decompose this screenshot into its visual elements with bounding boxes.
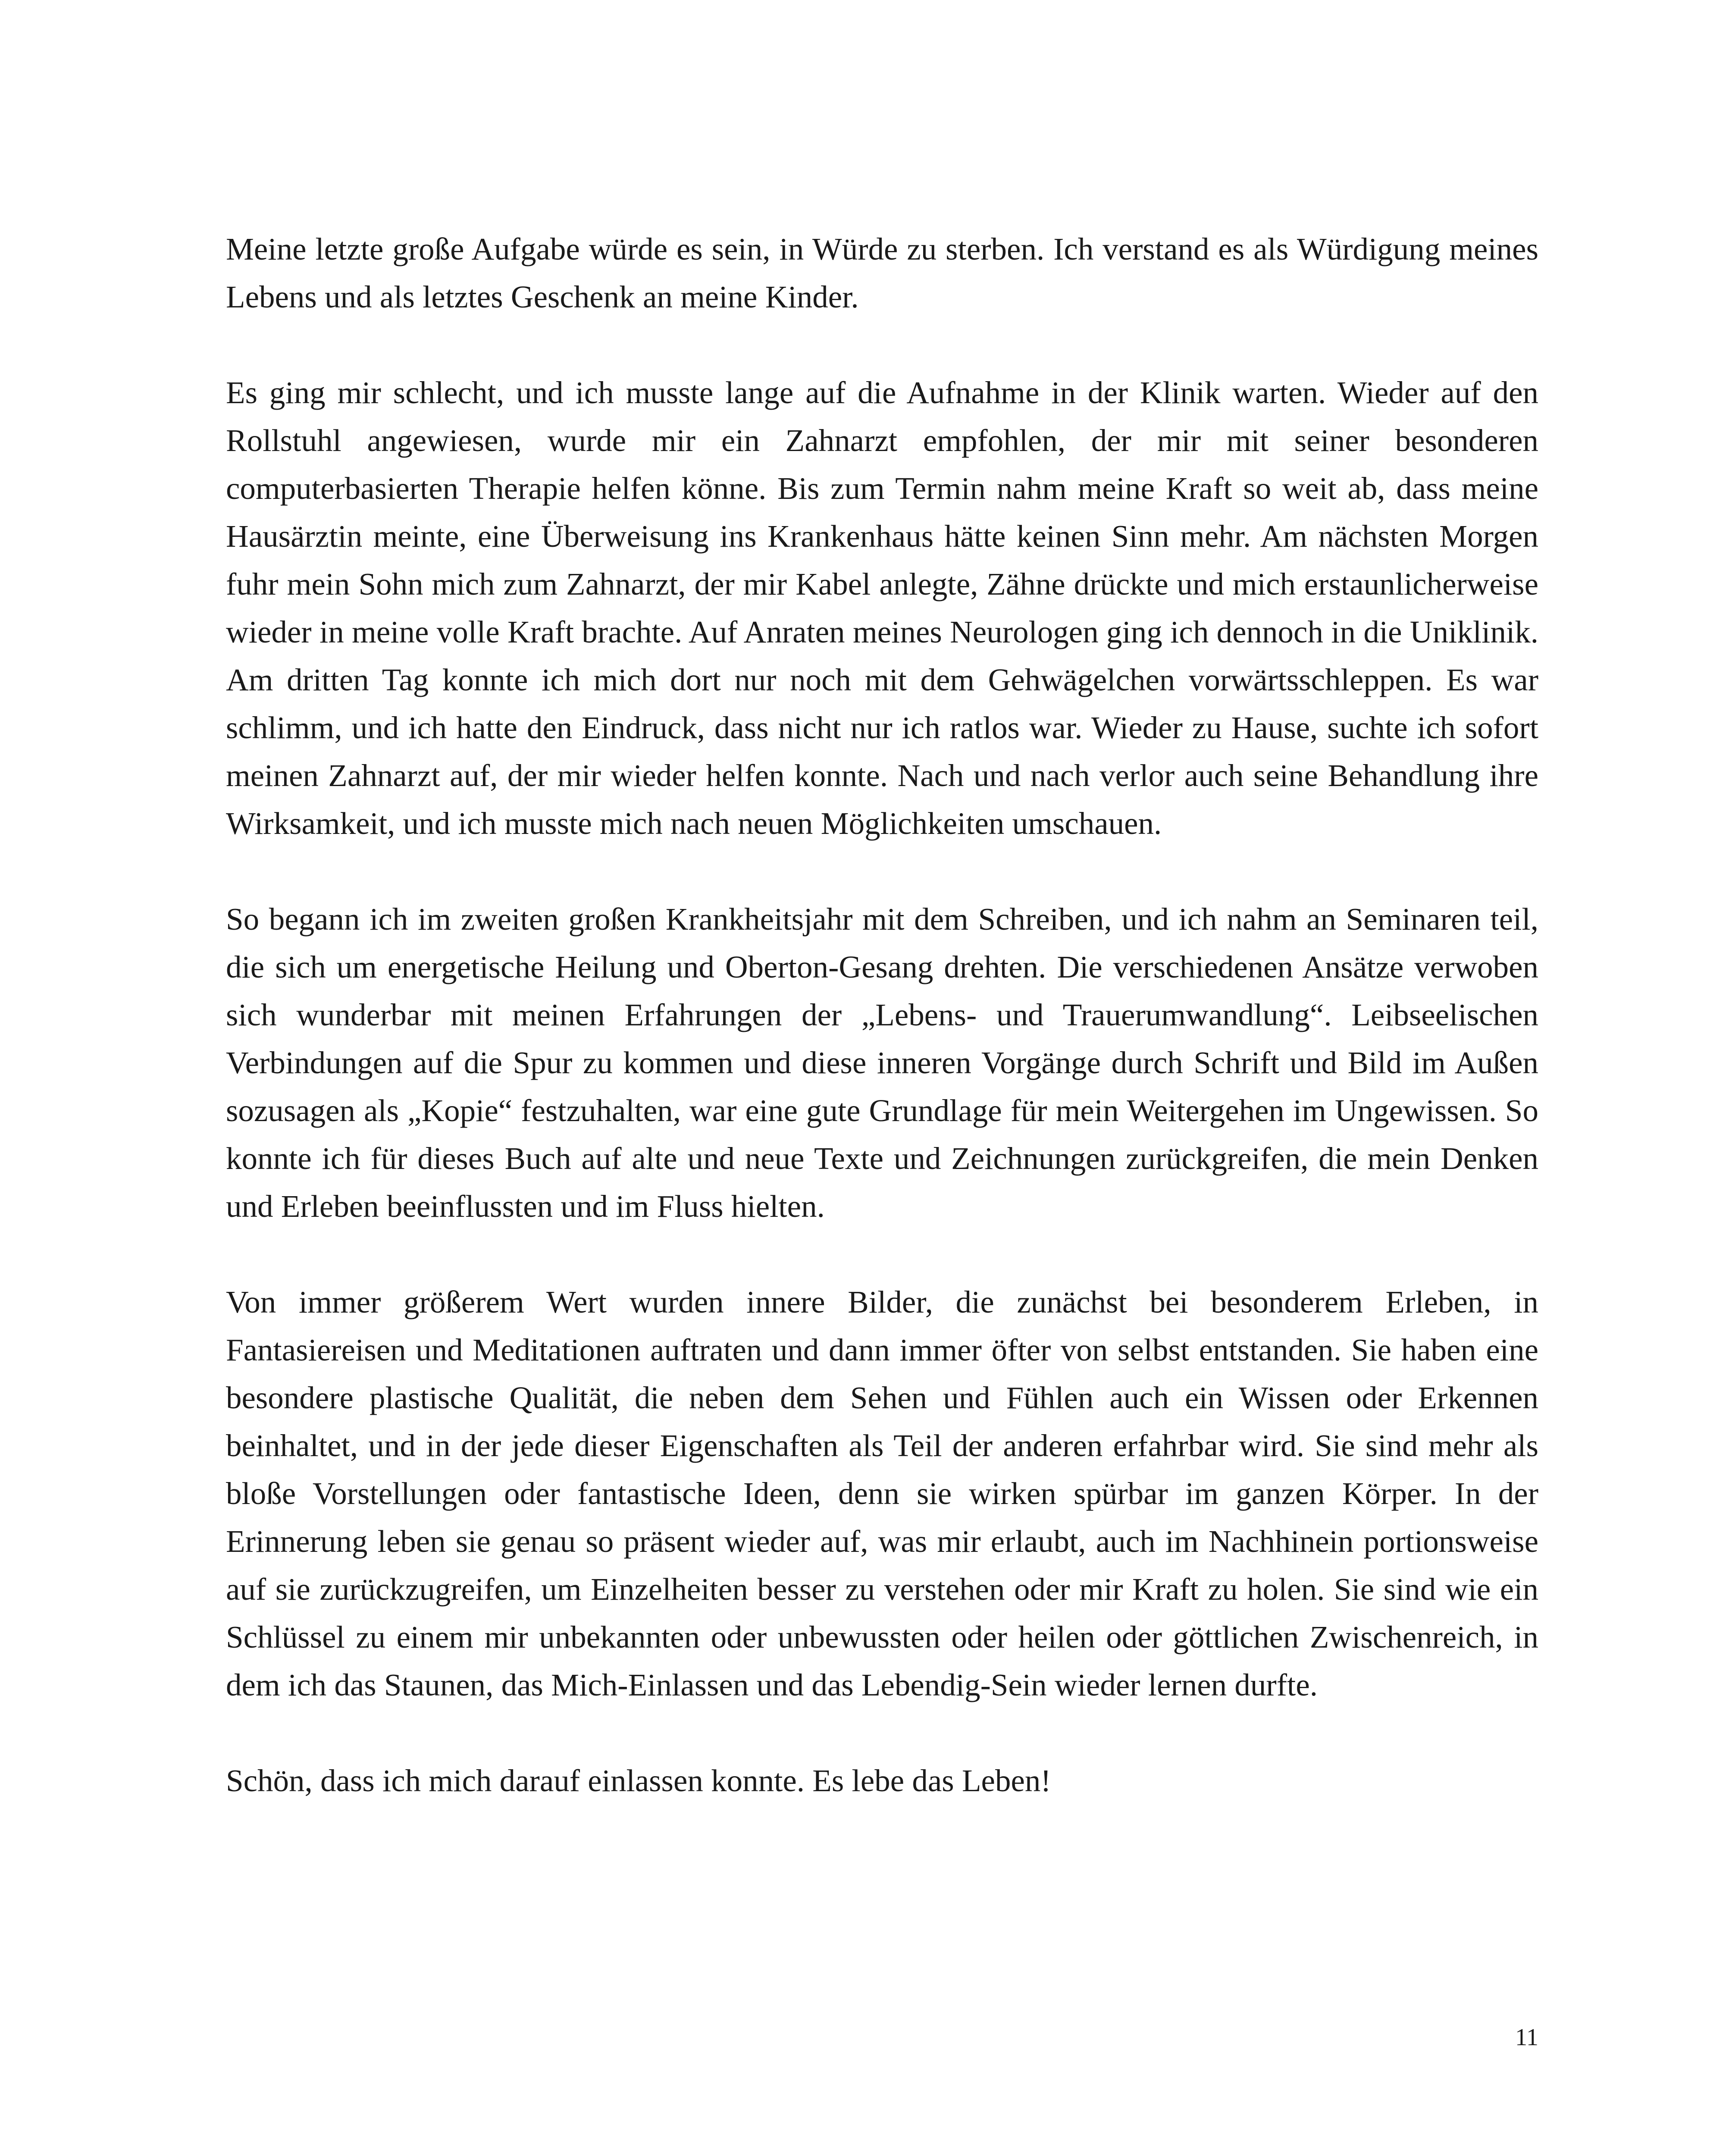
paragraph-5: Schön, dass ich mich darauf einlassen konnte. Es lebe das Leben!: [226, 1763, 1051, 1798]
page-number: 11: [1515, 2024, 1538, 2051]
paragraph-4: Von immer größerem Wert wurden innere Bilder, die zunächst bei besonderem Erleben, in Fantasiereisen und Meditationen auftraten und dann immer öfter von selbst entstanden. Sie haben eine besondere plastische Qualität, die neben dem Sehen und Fühlen auch ein Wissen oder Erkennen beinhaltet, und in der jede dieser Eigenschaften als Teil der anderen erfahrbar wird. Sie sind mehr als bloße Vorstellungen oder fantastische Ideen, denn sie wirken spürbar im ganzen Körper. In der Erinnerung leben sie genau so präsent wieder auf, was mir erlaubt, auch im Nachhinein portionsweise auf sie zurückzugreifen, um Einzelheiten besser zu verstehen oder mir Kraft zu holen. Sie sind wie ein Schlüssel zu einem mir unbekannten oder unbewussten oder heilen oder göttlichen Zwischenreich, in dem ich das Staunen, das Mich-Einlassen und das Lebendig-Sein wieder lernen durfte.: [226, 1285, 1538, 1702]
paragraph-1: Meine letzte große Aufgabe würde es sein, in Würde zu sterben. Ich verstand es als Würdigung meines Lebens und als letztes Geschenk an meine Kinder.: [226, 232, 1538, 314]
body-text: [226, 225, 1538, 1805]
paragraph-2: Es ging mir schlecht, und ich musste lange auf die Aufnahme in der Klinik warten. Wieder auf den Rollstuhl angewiesen, wurde mir ein Zahnarzt empfohlen, der mir mit seiner besonderen computerbasierten Therapie helfen könne. Bis zum Termin nahm meine Kraft so weit ab, dass meine Hausärztin meinte, eine Überweisung ins Krankenhaus hätte keinen Sinn mehr. Am nächsten Morgen fuhr mein Sohn mich zum Zahnarzt, der mir Kabel anlegte, Zähne drückte und mich erstaunlicherweise wieder in meine volle Kraft brachte. Auf Anraten meines Neurologen ging ich dennoch in die Uniklinik. Am dritten Tag konnte ich mich dort nur noch mit dem Gehwägelchen vorwärtsschleppen. Es war schlimm, und ich hatte den Eindruck, dass nicht nur ich ratlos war. Wieder zu Hause, suchte ich sofort meinen Zahnarzt auf, der mir wieder helfen konnte. Nach und nach verlor auch seine Behandlung ihre Wirksamkeit, und ich musste mich nach neuen Möglichkeiten umschauen.: [226, 375, 1538, 841]
paragraph-3: So begann ich im zweiten großen Krankheitsjahr mit dem Schreiben, und ich nahm an Seminaren teil, die sich um energetische Heilung und Oberton-Gesang drehten. Die verschiedenen Ansätze verwoben sich wunderbar mit meinen Erfahrungen der „Lebens- und Trauerumwandlung“. Leibseelischen Verbindungen auf die Spur zu kommen und diese inneren Vorgänge durch Schrift und Bild im Außen sozusagen als „Kopie“ festzuhalten, war eine gute Grundlage für mein Weitergehen im Ungewissen. So konnte ich für dieses Buch auf alte und neue Texte und Zeichnungen zurückgreifen, die mein Denken und Erleben beeinflussten und im Fluss hielten.: [226, 902, 1538, 1224]
